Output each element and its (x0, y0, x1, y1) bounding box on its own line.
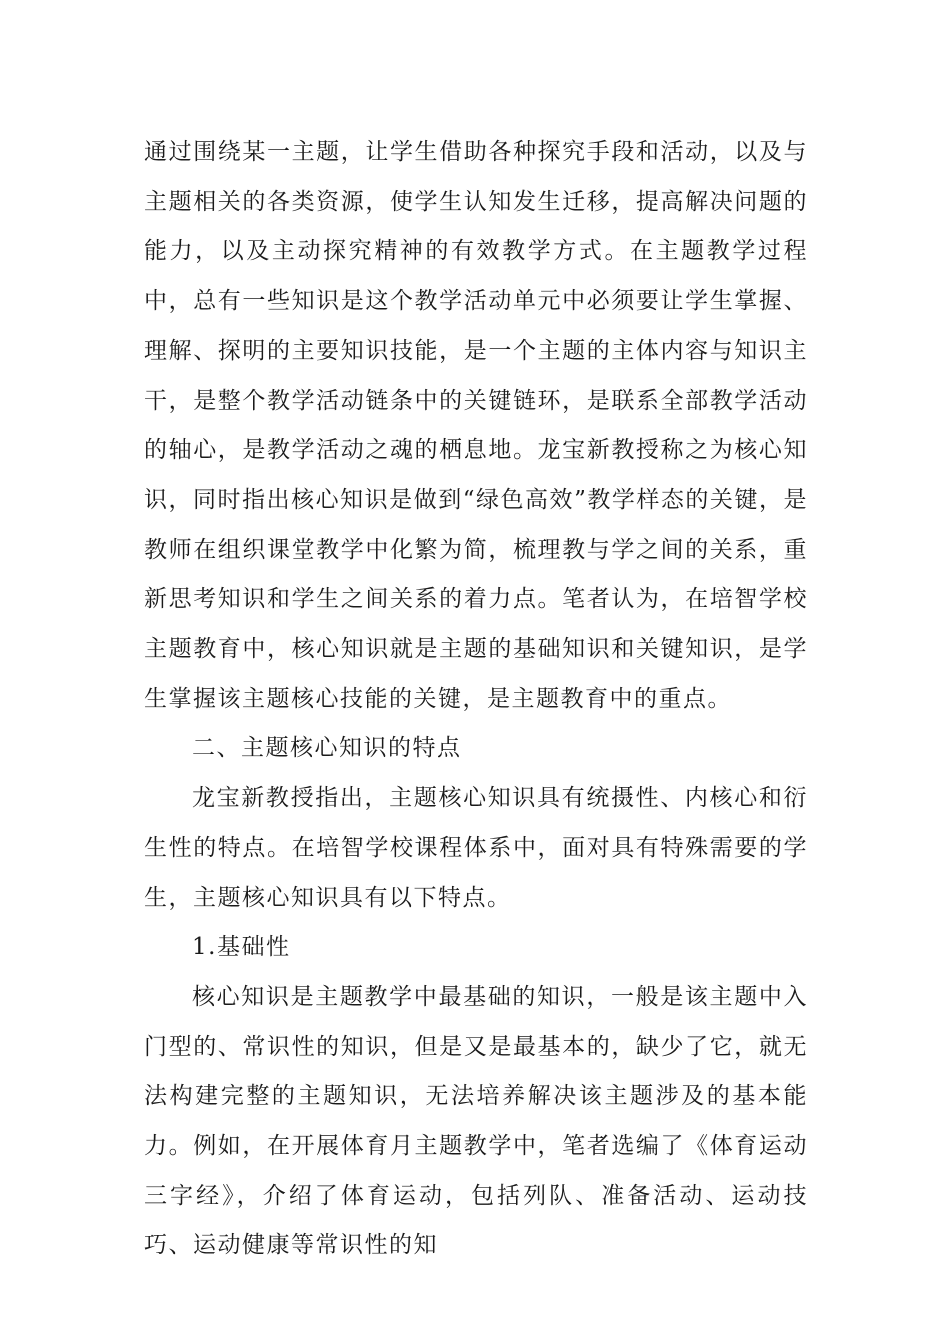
paragraph-characteristics: 龙宝新教授指出，主题核心知识具有统摄性、内核心和衍生性的特点。在培智学校课程体系中，面对具有特殊需要的学生，主题核心知识具有以下特点。 (144, 785, 808, 911)
document-body (144, 128, 808, 1271)
paragraph-intro: 通过围绕某一主题，让学生借助各种探究手段和活动，以及与主题相关的各类资源，使学生认知发生迁移，提高解决问题的能力，以及主动探究精神的有效教学方式。在主题教学过程中，总有一些知识是这个教学活动单元中必须要让学生掌握、理解、探明的主要知识技能，是一个主题的主体内容与知识主干，是整个教学活动链条中的关键链环，是联系全部教学活动的轴心，是教学活动之魂的栖息地。龙宝新教授称之为核心知识，同时指出核心知识是做到“绿色高效”教学样态的关键，是教师在组织课堂教学中化繁为简，梳理教与学之间的关系，重新思考知识和学生之间关系的着力点。笔者认为，在培智学校主题教育中，核心知识就是主题的基础知识和关键知识，是学生掌握该主题核心技能的关键，是主题教育中的重点。 (144, 139, 808, 712)
section-heading-characteristics: 二、主题核心知识的特点 (192, 735, 462, 762)
subheading-basic: 1.基础性 (192, 934, 291, 961)
paragraph-basic: 核心知识是主题教学中最基础的知识，一般是该主题中入门型的、常识性的知识，但是又是最基本的，缺少了它，就无法构建完整的主题知识，无法培养解决该主题涉及的基本能力。例如，在开展体育月主题教学中，笔者选编了《体育运动三字经》，介绍了体育运动，包括列队、准备活动、运动技巧、运动健康等常识性的知 (144, 983, 808, 1259)
